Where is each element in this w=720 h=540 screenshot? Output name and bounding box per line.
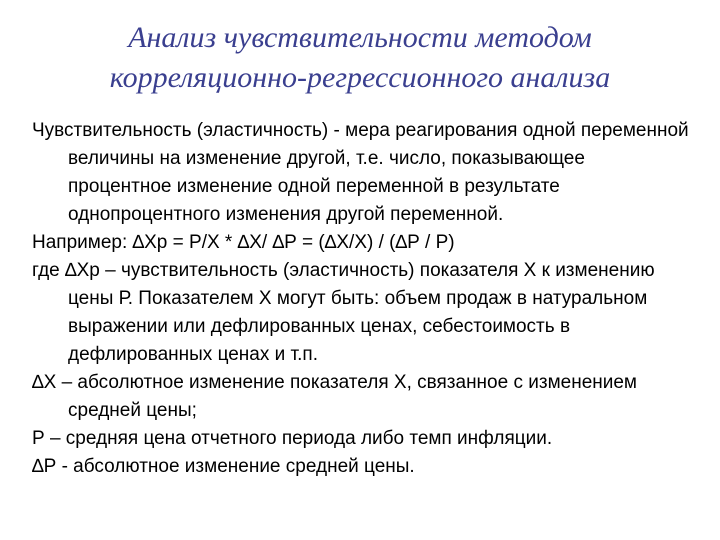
slide-title-line-1: Анализ чувствительности методом (128, 21, 592, 54)
slide-title (40, 18, 680, 98)
delta-x-definition: ∆Х – абсолютное изменение показателя Х, связанное с изменением средней цены; (32, 372, 637, 421)
formula-example: Например: ∆Хр = Р/Х * ∆Х/ ∆Р = (∆Х/Х) / (∆Р / Р) (32, 232, 455, 253)
slide-body (32, 117, 692, 481)
p-definition: Р – средняя цена отчетного периода либо темп инфляции. (32, 428, 553, 449)
delta-p-definition: ∆Р - абсолютное изменение средней цены. (32, 456, 415, 477)
definition-paragraph: Чувствительность (эластичность) - мера реагирования одной переменной величины на изменение другой, т.е. число, показывающее процентное изменение одной переменной в результате однопроцентного изменения другой переменной. (32, 120, 689, 225)
formula-explanation: где ∆Хр – чувствительность (эластичность) показателя Х к изменению цены Р. Показателем Х могут быть: объем продаж в натуральном выражении или дефлированных ценах, себестоимость в дефлированных ценах и т.п. (32, 260, 655, 365)
slide-title-line-2: корреляционно-регрессионного анализа (109, 61, 611, 94)
